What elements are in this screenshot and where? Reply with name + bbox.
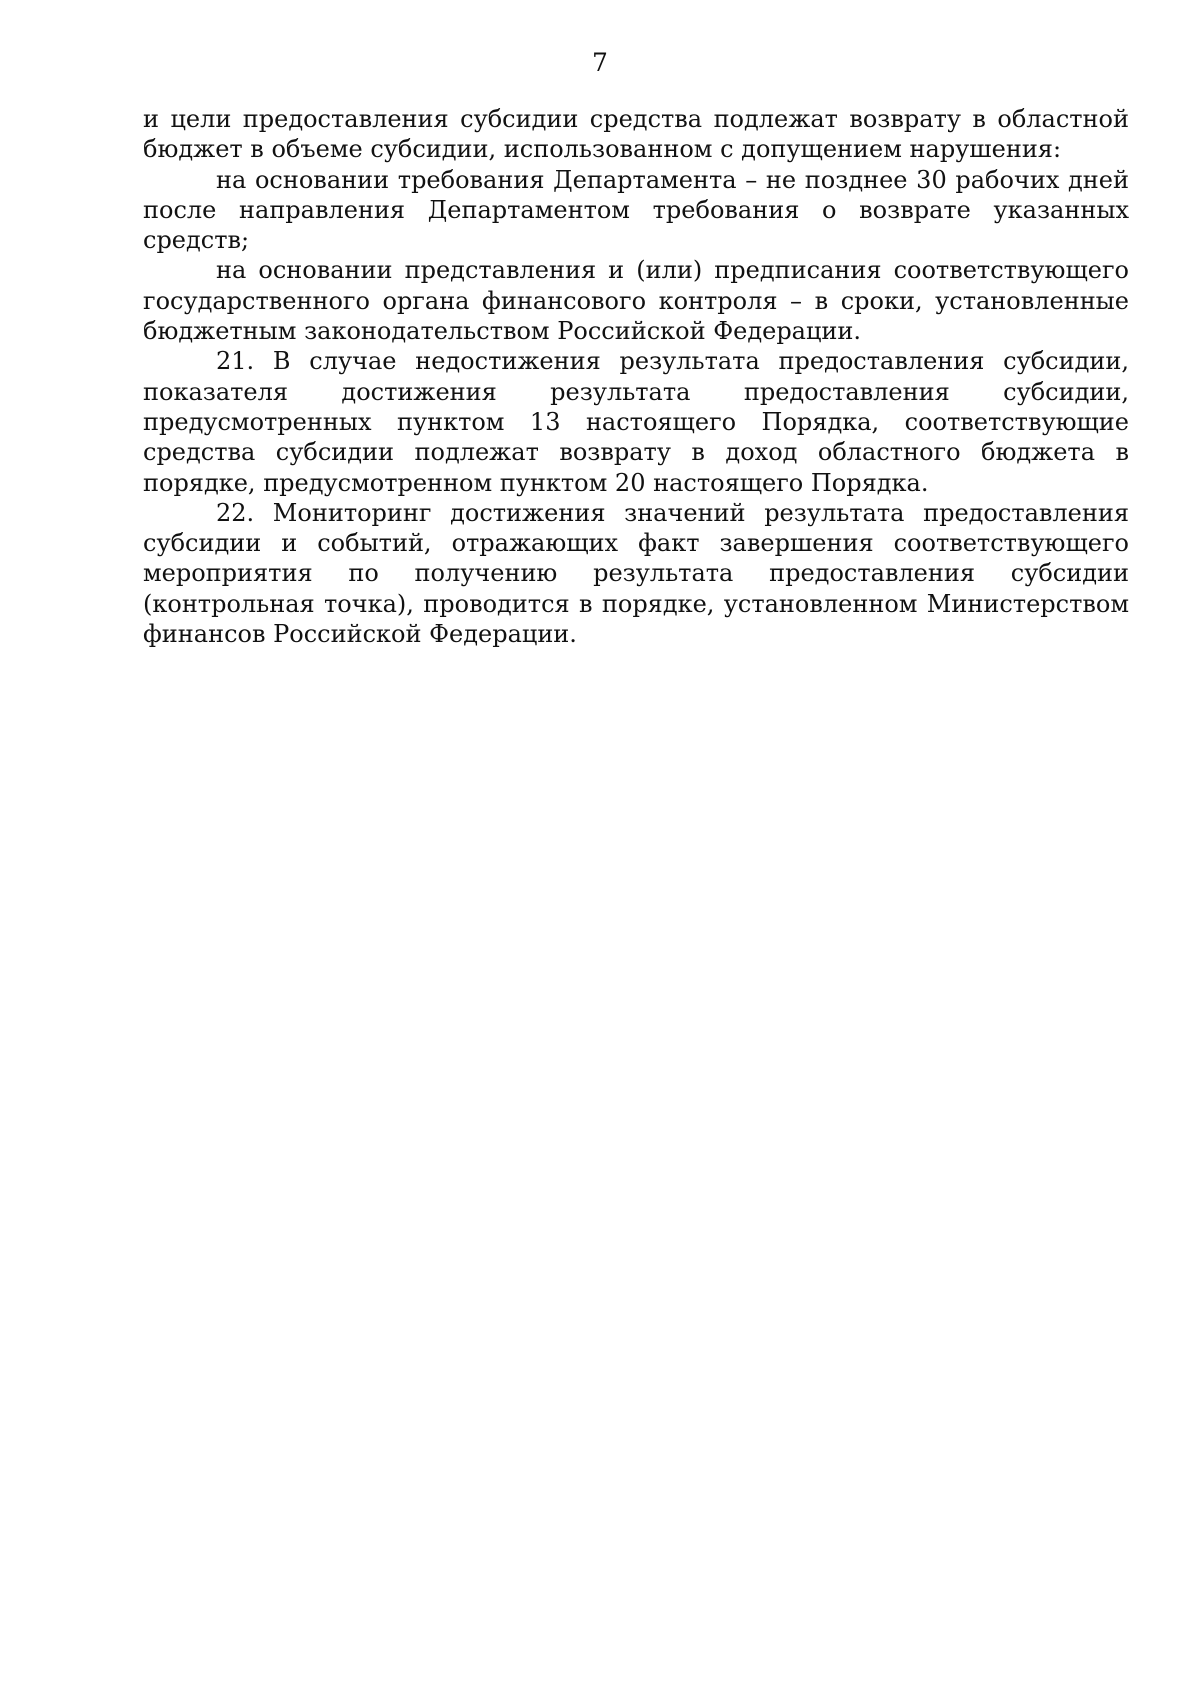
paragraph-department-requirement: на основании требования Департамента – не позднее 30 рабочих дней после направления Департаментом требования о возврате указанных средств;: [143, 165, 1129, 255]
paragraph-financial-control: на основании представления и (или) предписания соответствующего государственного органа финансового контроля – в сроки, установленные бюджетным законодательством Российской Федерации.: [143, 256, 1129, 346]
paragraph-continuation: и цели предоставления субсидии средства подлежат возврату в областной бюджет в объеме субсидии, использованном с допущением нарушения:: [143, 105, 1129, 164]
paragraph-item-22: 22. Мониторинг достижения значений результата предоставления субсидии и событий, отражающих факт завершения соответствующего мероприятия по получению результата предоставления субсидии (контрольная точка), проводится в порядке, установленном Министерством финансов Российской Федерации.: [143, 498, 1129, 649]
page-number: 7: [592, 48, 608, 77]
paragraph-item-21: 21. В случае недостижения результата предоставления субсидии, показателя достижения результата предоставления субсидии, предусмотренных пунктом 13 настоящего Порядка, соответствующие средства субсидии подлежат возврату в доход областного бюджета в порядке, предусмотренном пунктом 20 настоящего Порядка.: [143, 347, 1129, 497]
document-body: [143, 104, 1129, 649]
